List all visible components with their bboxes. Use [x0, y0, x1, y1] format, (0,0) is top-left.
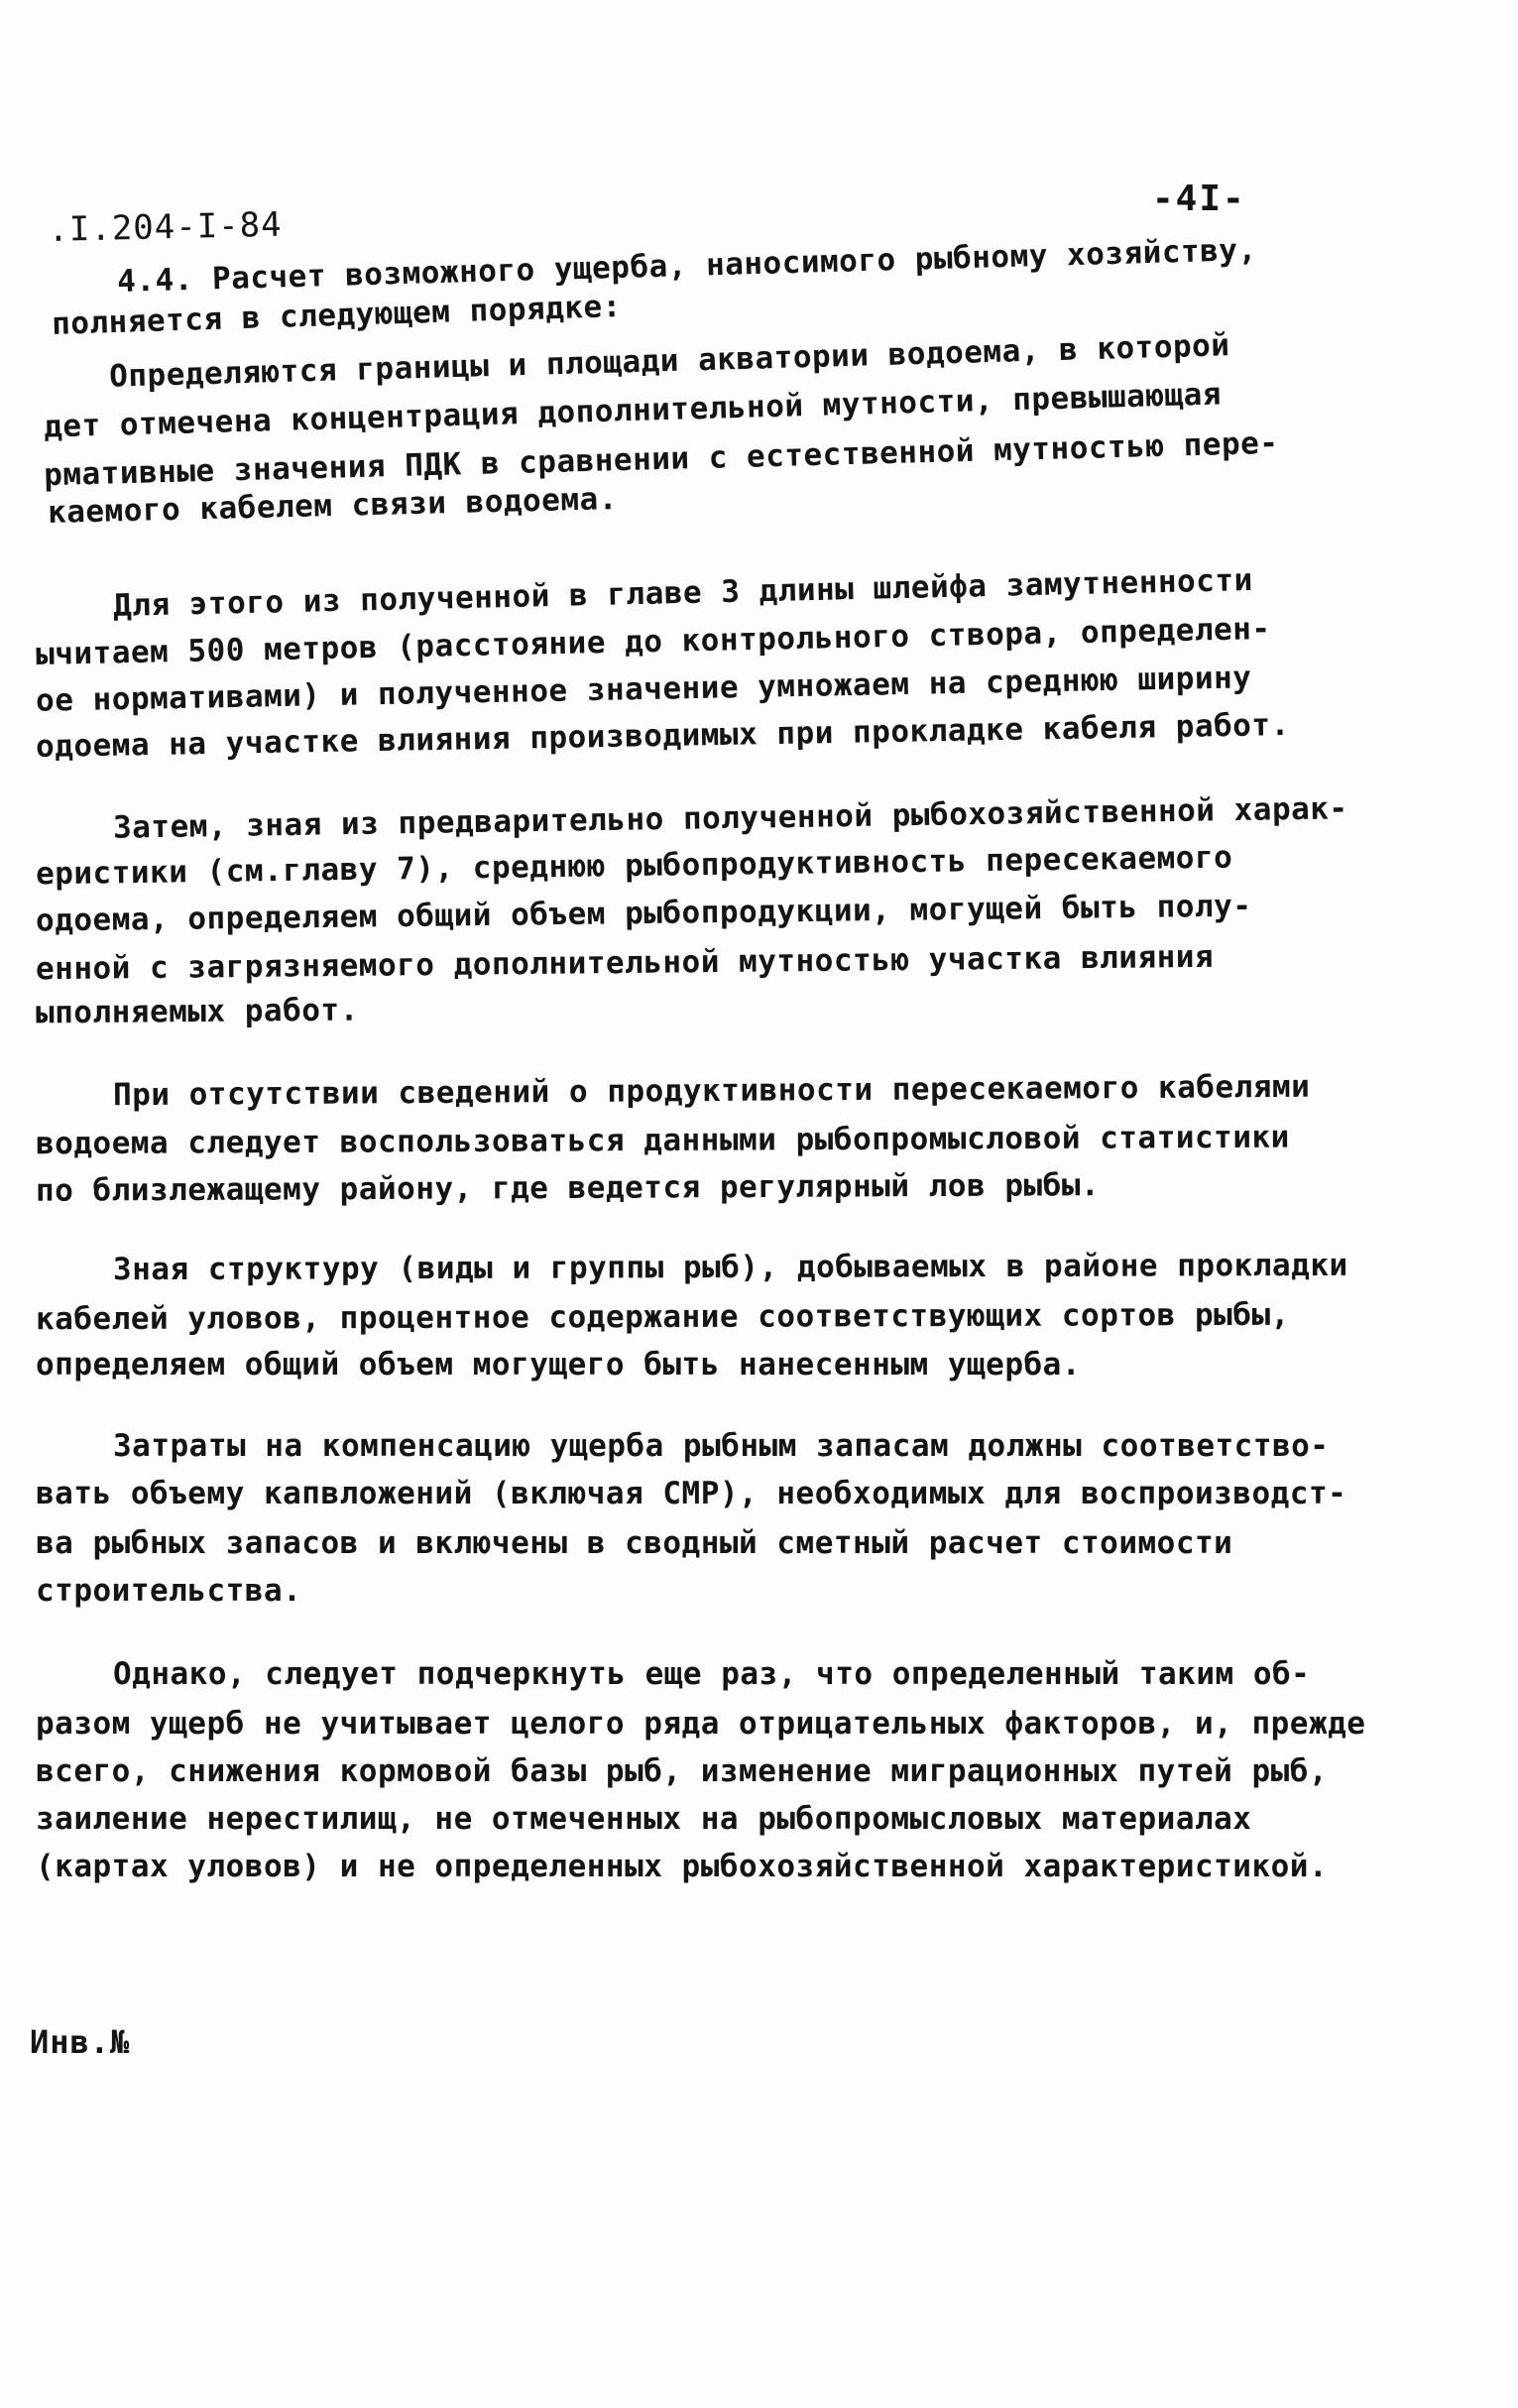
paragraph-1-line-2: полняется в следующем порядке: — [51, 288, 623, 343]
inventory-label: Инв.№ — [30, 2023, 131, 2061]
paragraph-3-line-1: Затем, зная из предварительно полученной рыбохозяйственной харак- — [112, 790, 1348, 846]
paragraph-4-line-1: При отсутствии сведений о продуктивности пересекаемого кабелями — [112, 1068, 1311, 1114]
paragraph-4-line-2: водоема следует воспользоваться данными рыбопромысловой статистики — [35, 1119, 1290, 1162]
paragraph-1-line-1: 4.4. Расчет возможного ущерба, наносимого рыбному хозяйству, — [116, 231, 1258, 301]
paragraph-1-line-3: Определяются границы и площади акватории водоема, в которой — [108, 327, 1230, 395]
paragraph-3-line-4: енной с загрязняемого дополнительной мутностью участка влияния — [35, 938, 1215, 988]
paragraph-7-line-1: Однако, следует подчеркнуть еще раз, что определенный таким об- — [113, 1656, 1311, 1692]
paragraph-6-line-2: вать объему капвложений (включая СМР), необходимых для воспроизводст- — [36, 1476, 1347, 1511]
paragraph-1-line-4: дет отмечена концентрация дополнительной мутности, превышающая — [43, 376, 1223, 445]
paragraph-2-line-4: одоема на участке влияния производимых при прокладке кабеля работ. — [35, 706, 1291, 766]
paragraph-5-line-1: Зная структуру (виды и группы рыб), добываемых в районе прокладки — [112, 1247, 1348, 1288]
paragraph-2-line-3: ое нормативами) и полученное значение умножаем на среднюю ширину — [35, 660, 1252, 719]
paragraph-6-line-4: строительства. — [36, 1573, 302, 1609]
paragraph-7-line-2: разом ущерб не учитывает целого ряда отрицательных факторов, и, прежде — [36, 1706, 1366, 1742]
paragraph-1-line-5: рмативные значения ПДК в сравнении с естественной мутностью пере- — [43, 424, 1279, 494]
paragraph-1-line-6: каемого кабелем связи водоема. — [47, 480, 619, 532]
paragraph-4-line-3: по близлежащему району, где ведется регулярный лов рыбы. — [35, 1167, 1101, 1209]
paragraph-3-line-3: одоема, определяем общий объем рыбопродукции, могущей быть полу- — [35, 888, 1252, 939]
paragraph-5-line-3: определяем общий объем могущего быть нанесенным ущерба. — [36, 1347, 1081, 1383]
paragraph-3-line-5: ыполняемых работ. — [35, 992, 359, 1031]
paragraph-5-line-2: кабелей уловов, процентное содержание соответствующих сортов рыбы, — [35, 1296, 1290, 1338]
document-code: .I.204-I-84 — [48, 204, 284, 250]
paragraph-2-line-2: ычитаем 500 метров (расстояние до контрольного створа, определен- — [35, 610, 1271, 673]
paragraph-6-line-3: ва рыбных запасов и включены в сводный сметный расчет стоимости — [36, 1525, 1233, 1561]
paragraph-7-line-4: заиление нерестилищ, не отмеченных на рыбопромысловых материалах — [36, 1801, 1252, 1837]
paragraph-7-line-3: всего, снижения кормовой базы рыб, изменение миграционных путей рыб, — [36, 1753, 1329, 1789]
paragraph-7-line-5: (картах уловов) и не определенных рыбохозяйственной характеристикой. — [36, 1849, 1329, 1884]
page-number: -4I- — [1152, 179, 1246, 219]
paragraph-3-line-2: еристики (см.главу 7), среднюю рыбопродуктивность пересекаемого — [35, 839, 1233, 893]
paragraph-6-line-1: Затраты на компенсацию ущерба рыбным запасам должны соответство- — [113, 1428, 1330, 1464]
paragraph-2-line-1: Для этого из полученной в главе 3 длины шлейфа замутненности — [112, 561, 1254, 625]
